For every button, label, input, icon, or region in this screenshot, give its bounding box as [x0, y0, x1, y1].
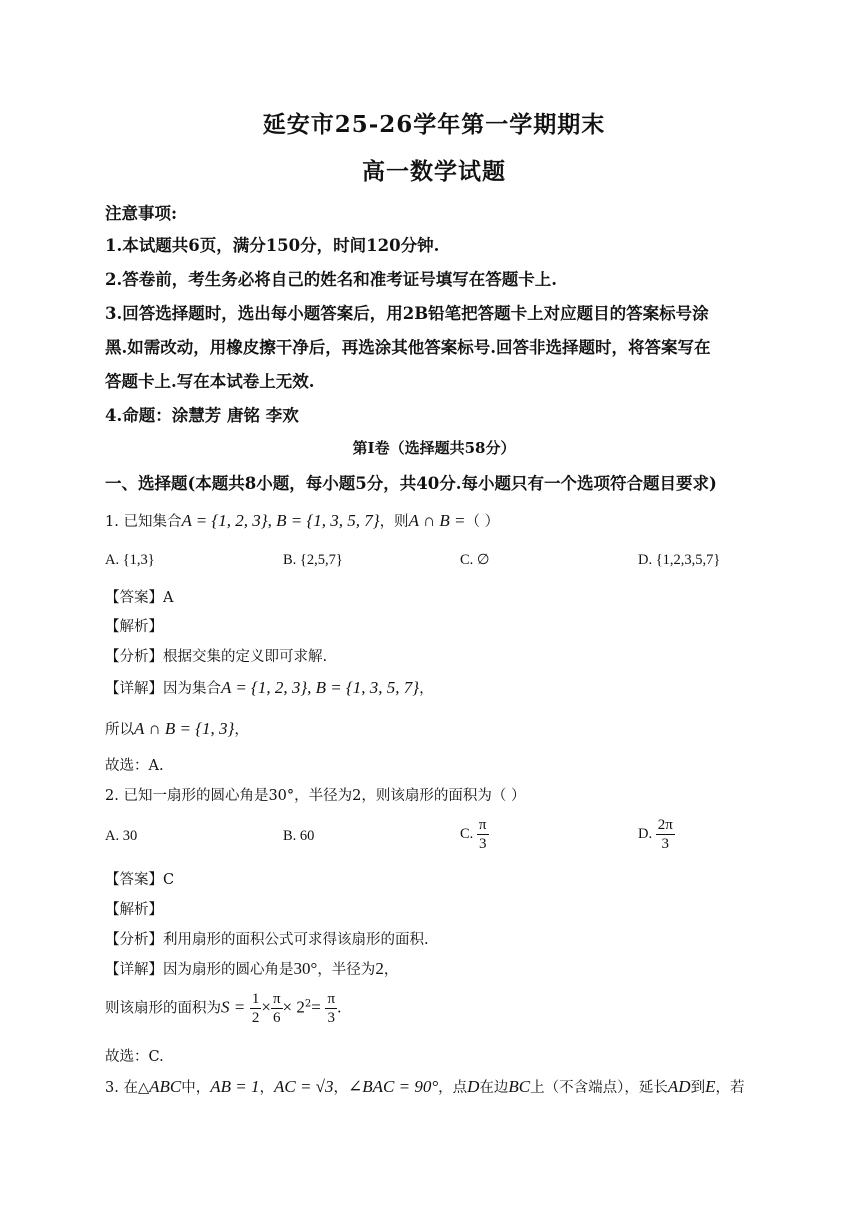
q2-answer: 【答案】C [105, 872, 175, 888]
q2-option-c-fraction [477, 816, 489, 853]
q1-therefore-prefix: 所以 [105, 722, 134, 738]
q1-jiexi: 【解析】 [105, 619, 163, 635]
exam-subtitle: 高一数学试题 [362, 158, 506, 185]
q1-stem [105, 510, 499, 531]
q3-text-3: ， [259, 1080, 274, 1096]
notice-item-3-end: 答题卡上.写在本试卷上无效. [105, 372, 315, 391]
q2-area-formula [105, 990, 342, 1027]
q2-analysis: 【分析】利用扇形的面积公式可求得该扇形的面积. [105, 932, 429, 948]
notice-item-2: 2.答卷前，考生务必将自己的姓名和准考证号填写在答题卡上. [105, 270, 557, 289]
q3-ac: AC = √3 [273, 1077, 334, 1096]
q3-text-5: ，点 [438, 1080, 468, 1096]
q2-option-d-fraction [656, 816, 675, 853]
q3-stem [105, 1076, 744, 1097]
q2-option-c [460, 816, 489, 853]
notice-item-1: 1.本试题共6页，满分150分，时间120分钟. [105, 236, 440, 255]
q1-option-c: C. ∅ [460, 552, 490, 568]
q2-area-prefix: 则该扇形的面积为 [105, 1000, 221, 1017]
notice-item-3-cont: 黑.如需改动，用橡皮擦干净后，再选涂其他答案标号.回答非选择题时，将答案写在 [105, 338, 711, 357]
q2-jiexi: 【解析】 [105, 902, 163, 918]
numerator: π [272, 991, 281, 1007]
q3-text-9: ，若 [715, 1080, 745, 1096]
times-sign: × [261, 997, 271, 1017]
q3-text-2: 中， [181, 1080, 211, 1096]
denominator: 2 [251, 1010, 260, 1026]
q1-stem-suffix: （ ） [465, 514, 500, 530]
q2-fraction-3 [325, 990, 337, 1027]
numerator: 1 [251, 991, 260, 1007]
q1-detail-suffix: ， [419, 681, 434, 697]
q3-side-bc: BC [508, 1077, 531, 1096]
notice-item-3: 3.回答选择题时，选出每小题答案后，用2B铅笔把答题卡上对应题目的答案标号涂 [105, 304, 709, 323]
q1-detail-prefix: 【详解】因为集合 [105, 681, 221, 697]
part-heading: 一、选择题(本题共8小题，每小题5分，共40分.每小题只有一个选项符合题目要求) [105, 474, 717, 493]
q1-stem-sets: A = {1, 2, 3}, B = {1, 3, 5, 7} [181, 511, 380, 530]
notice-heading: 注意事项: [105, 204, 178, 223]
q1-option-a: A. {1,3} [105, 552, 155, 568]
q2-detail-text-b: ，半径为 [317, 962, 376, 978]
notice-item-4: 4.命题：涂慧芳 唐铭 李欢 [105, 406, 299, 425]
denominator: 6 [272, 1010, 281, 1026]
q2-option-c-label: C. [460, 825, 474, 842]
q1-option-d: D. {1,2,3,5,7} [638, 552, 721, 568]
q2-fraction-2 [271, 990, 283, 1027]
square-exponent: 2 [304, 998, 312, 1010]
q1-detail [105, 677, 434, 698]
q2-detail [105, 958, 398, 979]
q3-triangle: ABC [149, 1077, 182, 1096]
q1-therefore-math: A ∩ B = {1, 3} [134, 719, 235, 738]
equals-sign: = [311, 997, 321, 1017]
q2-detail-text-a: 【详解】因为扇形的圆心角是 [105, 962, 294, 978]
q2-option-a: A. 30 [105, 828, 138, 844]
q1-choice: 故选：A. [105, 758, 164, 774]
q3-text-8: 到 [690, 1080, 706, 1096]
q3-point-d: D [467, 1077, 480, 1096]
q2-option-b: B. 60 [283, 828, 315, 844]
q1-option-b: B. {2,5,7} [283, 552, 343, 568]
denominator: 3 [478, 836, 487, 852]
q1-answer: 【答案】A [105, 590, 174, 606]
numerator: π [327, 991, 336, 1007]
numerator: 2π [657, 817, 673, 833]
period: . [337, 1000, 342, 1017]
q2-fraction-1 [250, 990, 262, 1027]
q2-choice: 故选：C. [105, 1049, 164, 1065]
q3-text-7: 上（不含端点），延长 [530, 1080, 668, 1096]
q3-text-4: ， [333, 1080, 348, 1096]
q2-detail-radius: 2 [375, 959, 384, 978]
q1-analysis: 【分析】根据交集的定义即可求解. [105, 649, 328, 665]
exam-title: 延安市25-26学年第一学期期末 [262, 111, 606, 138]
denominator: 3 [661, 836, 670, 852]
q3-angle: ∠BAC = 90° [348, 1077, 439, 1096]
times-two: × 2 [282, 997, 305, 1017]
q1-therefore [105, 718, 249, 739]
q2-detail-angle: 30° [293, 959, 318, 978]
q1-therefore-suffix: ， [234, 722, 249, 738]
q3-segment-ad: AD [667, 1077, 691, 1096]
q3-ab: AB = 1 [210, 1077, 260, 1096]
q2-option-d-label: D. [638, 825, 653, 842]
q1-detail-sets: A = {1, 2, 3}, B = {1, 3, 5, 7} [221, 678, 420, 697]
denominator: 3 [327, 1010, 335, 1026]
q1-stem-intersection: A ∩ B = [408, 511, 466, 530]
numerator: π [478, 817, 487, 833]
q3-point-e: E [705, 1077, 716, 1096]
q1-stem-mid: ，则 [379, 514, 409, 530]
q2-option-d [638, 816, 675, 853]
volume-heading: 第I卷（选择题共58分） [352, 439, 516, 457]
q2-stem: 2. 已知一扇形的圆心角是30°，半径为2，则该扇形的面积为（ ） [105, 788, 526, 804]
q3-text-1: 3. 在△ [105, 1080, 150, 1096]
q2-detail-text-c: ， [383, 962, 399, 978]
q3-text-6: 在边 [479, 1080, 509, 1096]
q1-stem-prefix: 1. 已知集合 [105, 514, 182, 530]
q2-area-symbol: S = [221, 997, 246, 1017]
